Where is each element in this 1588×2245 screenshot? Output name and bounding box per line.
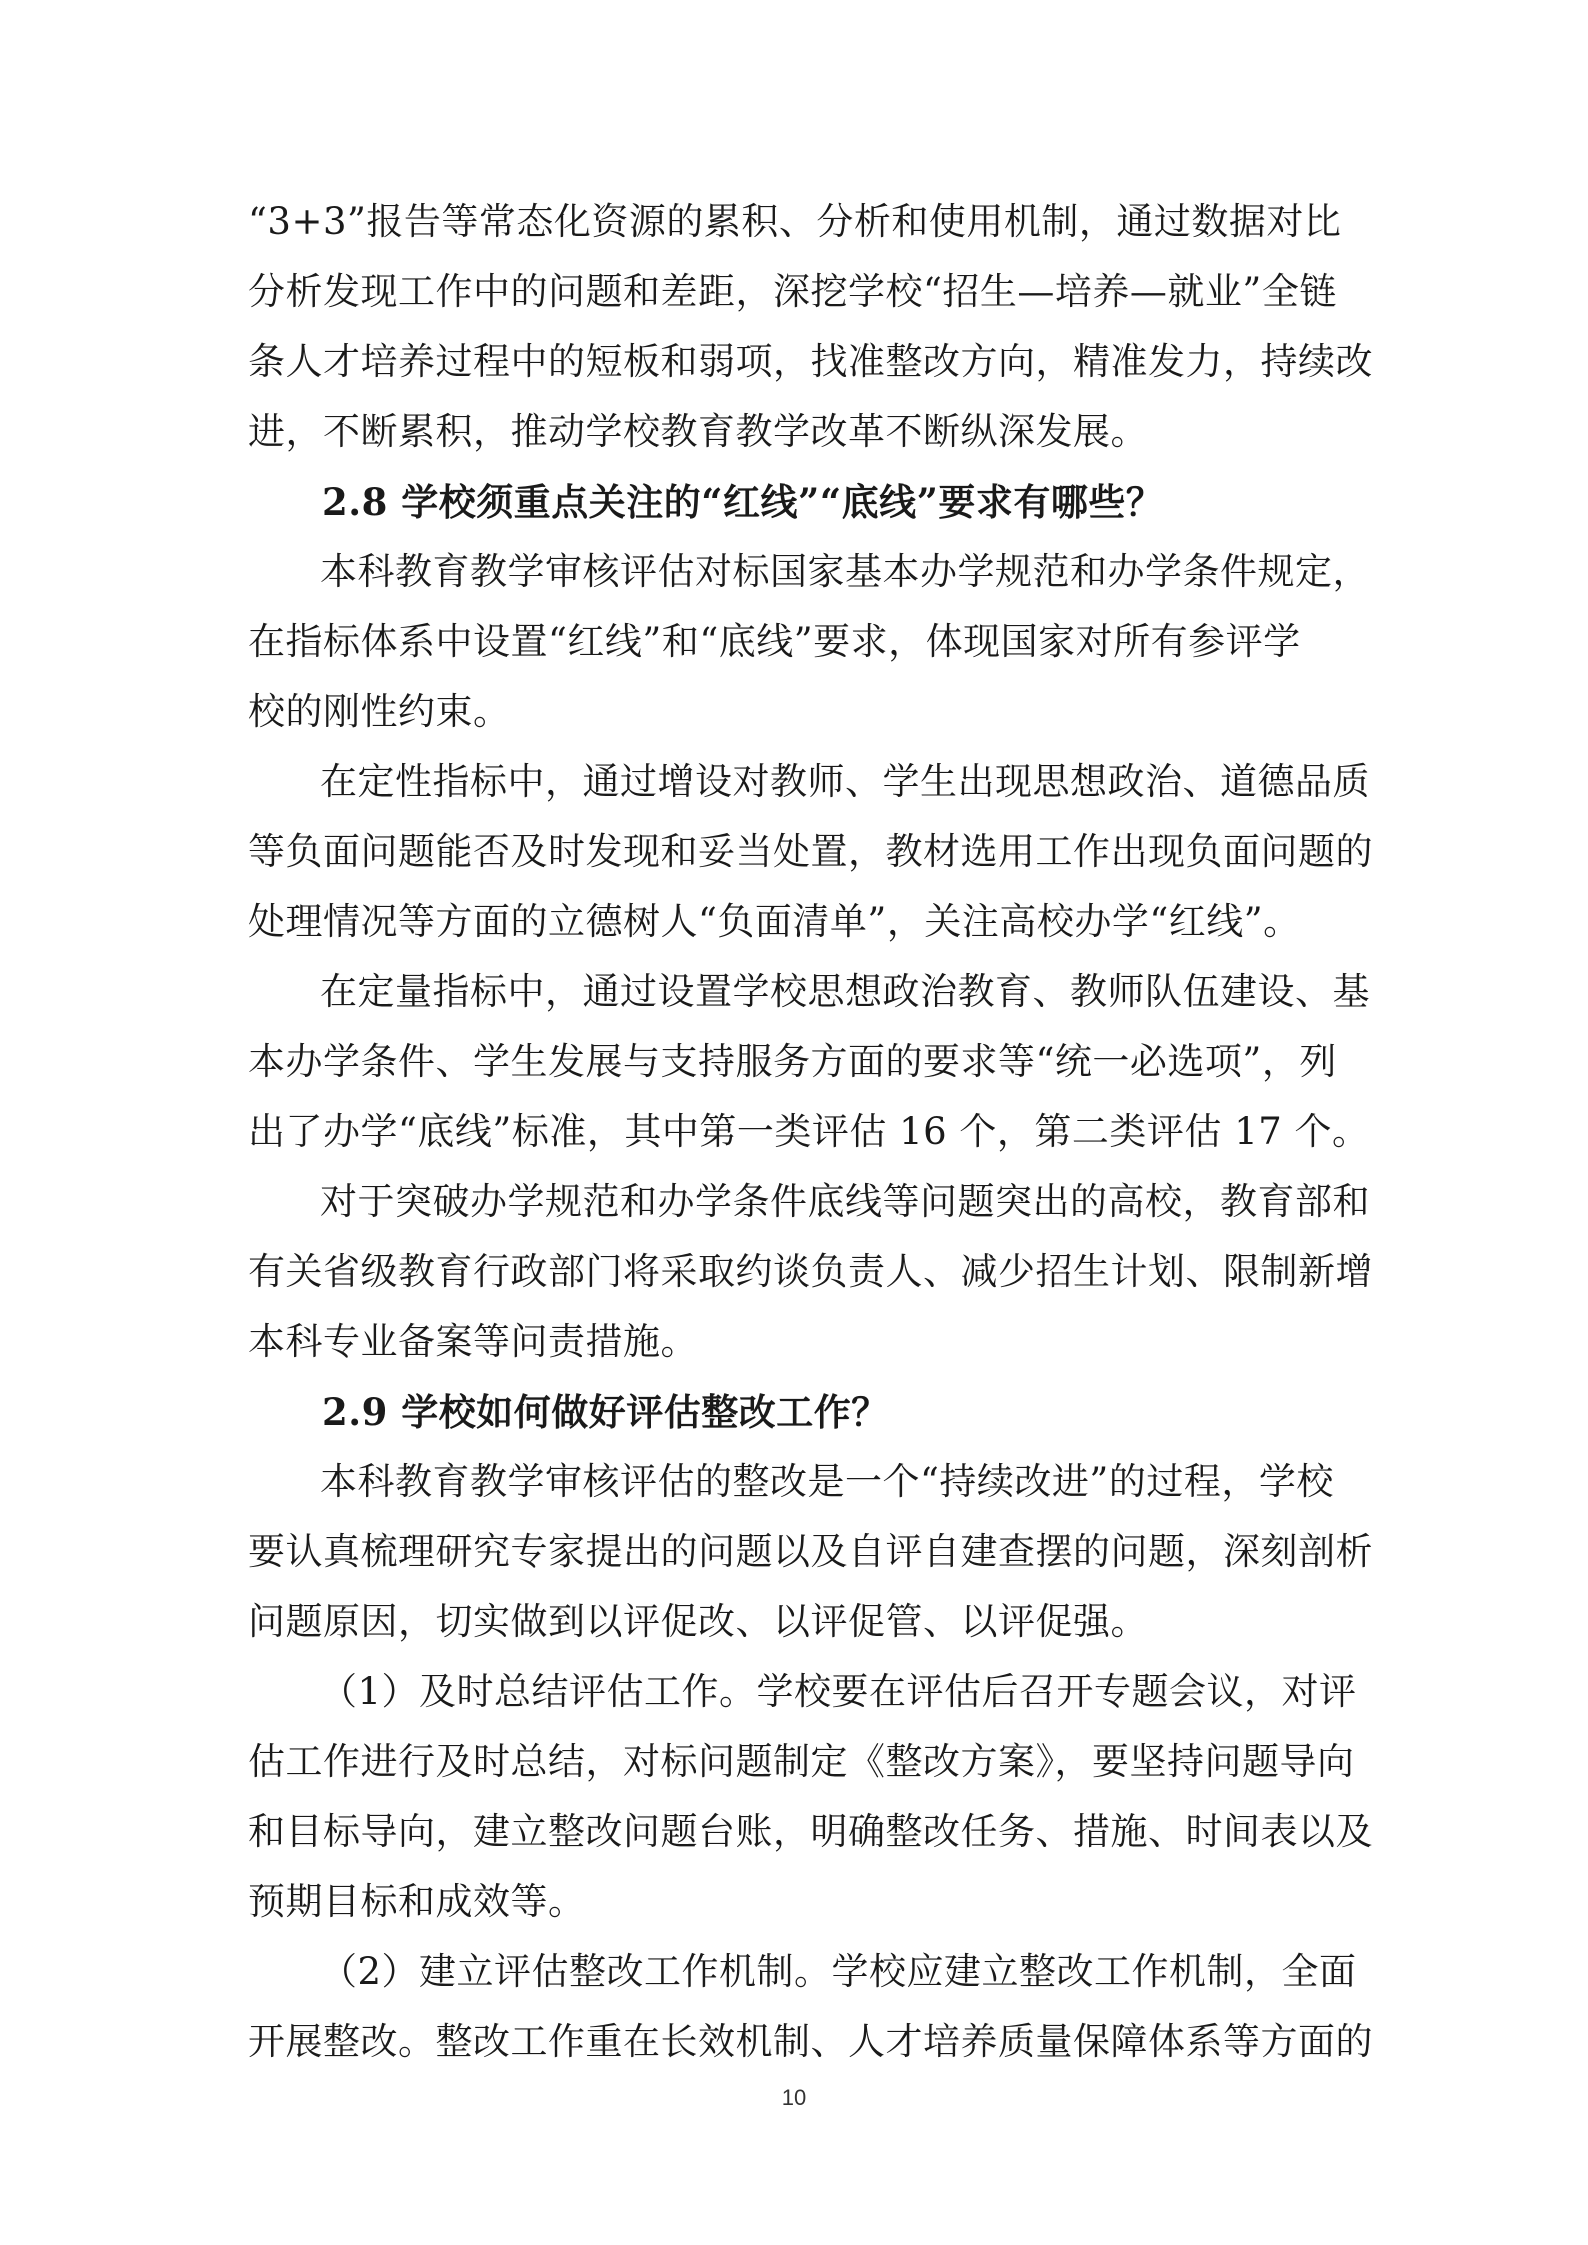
text-line: 分析发现工作中的问题和差距，深挖学校“招生—培养—就业”全链 xyxy=(248,270,1337,313)
text-line: 估工作进行及时总结，对标问题制定《整改方案》，要坚持问题导向 xyxy=(248,1740,1355,1783)
text-line: （2）建立评估整改工作机制。学校应建立整改工作机制，全面 xyxy=(320,1950,1357,1993)
text-line: 预期目标和成效等。 xyxy=(248,1880,586,1923)
text-line: 条人才培养过程中的短板和弱项，找准整改方向，精准发力，持续改 xyxy=(248,340,1373,383)
text-line: 在定性指标中，通过增设对教师、学生出现思想政治、道德品质 xyxy=(320,760,1370,803)
text-line: 本办学条件、学生发展与支持服务方面的要求等“统一必选项”，列 xyxy=(248,1040,1337,1083)
page-number: 10 xyxy=(781,2085,807,2110)
text-line: 开展整改。整改工作重在长效机制、人才培养质量保障体系等方面的 xyxy=(248,2020,1373,2063)
text-line: 有关省级教育行政部门将采取约谈负责人、减少招生计划、限制新增 xyxy=(248,1250,1373,1293)
text-line: 本科教育教学审核评估对标国家基本办学规范和办学条件规定， xyxy=(320,550,1370,593)
text-line: （1）及时总结评估工作。学校要在评估后召开专题会议，对评 xyxy=(320,1670,1357,1713)
text-line: 出了办学“底线”标准，其中第一类评估 16 个，第二类评估 17 个。 xyxy=(248,1110,1370,1153)
text-line: “3+3”报告等常态化资源的累积、分析和使用机制，通过数据对比 xyxy=(248,200,1342,243)
text-line: 要认真梳理研究专家提出的问题以及自评自建查摆的问题，深刻剖析 xyxy=(248,1530,1373,1573)
text-line: 在定量指标中，通过设置学校思想政治教育、教师队伍建设、基 xyxy=(320,970,1370,1013)
text-line: 进，不断累积，推动学校教育教学改革不断纵深发展。 xyxy=(248,410,1148,453)
text-line: 和目标导向，建立整改问题台账，明确整改任务、措施、时间表以及 xyxy=(248,1810,1373,1853)
text-line: 本科专业备案等问责措施。 xyxy=(248,1320,698,1363)
text-line: 本科教育教学审核评估的整改是一个“持续改进”的过程，学校 xyxy=(320,1460,1334,1503)
text-line: 等负面问题能否及时发现和妥当处置，教材选用工作出现负面问题的 xyxy=(248,830,1373,873)
text-line: 处理情况等方面的立德树人“负面清单”，关注高校办学“红线”。 xyxy=(248,900,1301,943)
text-line: 校的刚性约束。 xyxy=(248,690,511,733)
section-heading: 2.9 学校如何做好评估整改工作？ xyxy=(322,1390,889,1434)
text-line: 在指标体系中设置“红线”和“底线”要求，体现国家对所有参评学 xyxy=(248,620,1301,663)
text-line: 对于突破办学规范和办学条件底线等问题突出的高校，教育部和 xyxy=(320,1180,1370,1223)
text-line: 问题原因，切实做到以评促改、以评促管、以评促强。 xyxy=(248,1600,1148,1643)
section-heading: 2.8 学校须重点关注的“红线”“底线”要求有哪些？ xyxy=(322,480,1164,524)
